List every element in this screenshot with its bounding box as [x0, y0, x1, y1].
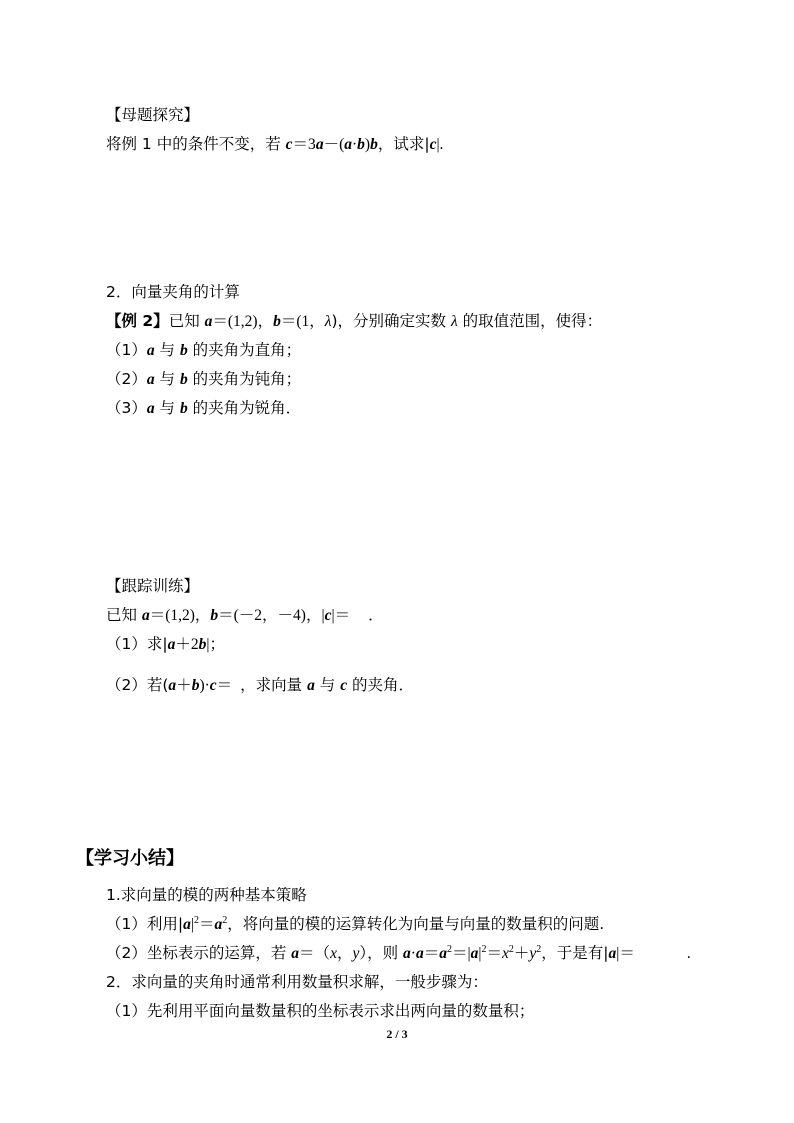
track-given: 已知 a＝(1,2)，b＝(－2，－4)，|c|＝ ．	[106, 606, 384, 624]
summary-strategy-title: 1.求向量的模的两种基本策略	[106, 886, 307, 904]
summary-heading: 【学习小结】	[76, 848, 184, 869]
example-2-q3: （3）a 与 b 的夹角为锐角．	[106, 399, 302, 417]
example-2-q2: （2）a 与 b 的夹角为钝角；	[106, 370, 302, 388]
example-2: 【例 2】已知 a＝(1,2)，b＝(1，λ)，分别确定实数 λ 的取值范围，使得：	[106, 312, 603, 330]
summary-strategy-1: （1）利用$|a|^2=a^2$，将向量的模的运算转化为向量与向量的数量积的问题.	[106, 915, 605, 933]
summary-angle-title: 2．求向量的夹角时通常利用数量积求解，一般步骤为：	[106, 973, 488, 991]
summary-strategy-2: （2）坐标表示的运算，若 a＝（x，y），则 $a\cdot a=a^2=|a|^2=x^2+y^2$，于是有|a|＝ .	[106, 944, 691, 962]
muti-heading: 【母题探究】	[106, 106, 200, 124]
muti-question: 将例 1 中的条件不变，若 c＝3a－(a·b)b，试求|c|.	[106, 135, 444, 153]
page-number: 2 / 3	[386, 1027, 408, 1041]
summary-angle-step-1: （1）先利用平面向量数量积的坐标表示求出两向量的数量积；	[106, 1002, 535, 1020]
track-heading: 【跟踪训练】	[106, 577, 200, 595]
track-q1: （1）求|a＋2b|；	[106, 635, 225, 653]
section-title-angle: 2．向量夹角的计算	[106, 283, 240, 301]
example-2-q1: （1）a 与 b 的夹角为直角；	[106, 341, 302, 359]
track-q2: （2）若(a＋b)·c＝ ，求向量 a 与 c 的夹角．	[106, 676, 415, 694]
